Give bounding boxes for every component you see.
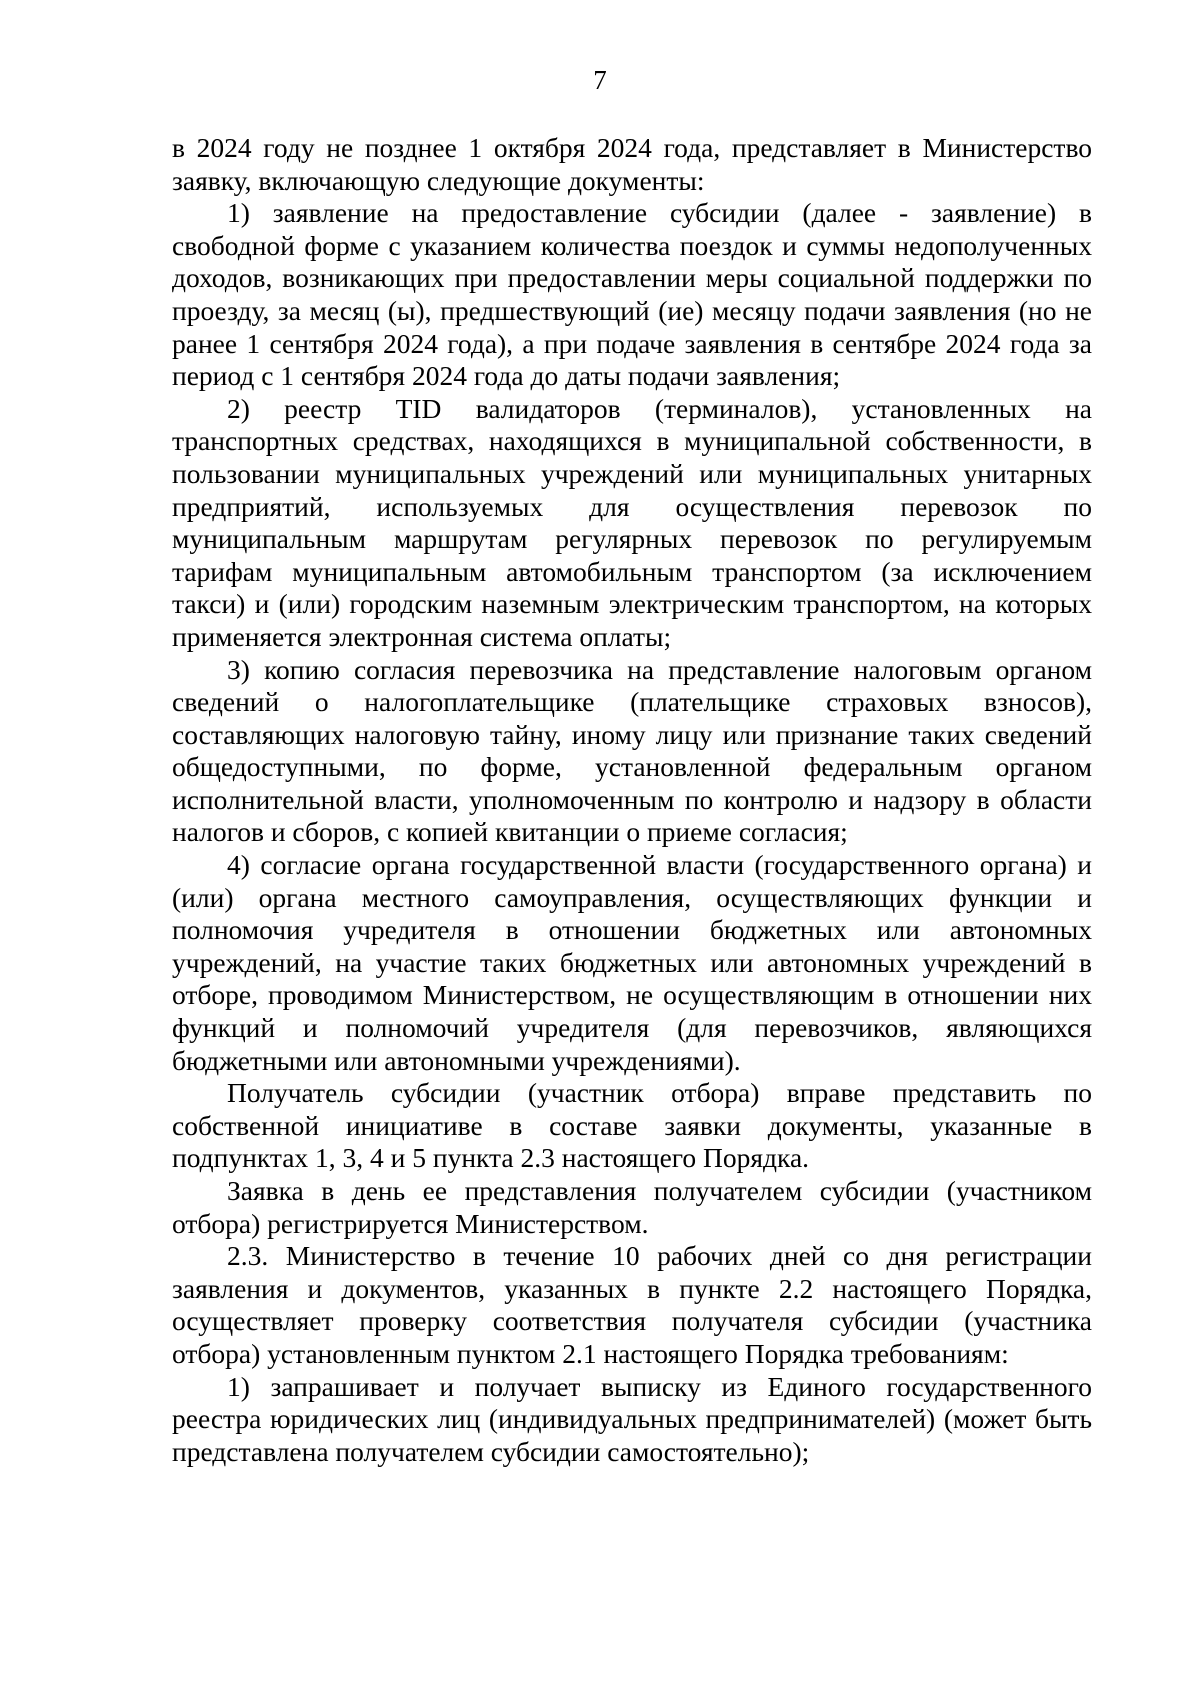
paragraph-registration: Заявка в день ее представления получателем субсидии (участником отбора) регистрируется Министерством.	[172, 1175, 1092, 1239]
paragraph-item-2-tid-registry: 2) реестр TID валидаторов (терминалов), установленных на транспортных средствах, находящихся в муниципальной собственности, в пользовании муниципальных учреждений или муниципальных унитарных предприятий, используемых для осуществления перевозок по муниципальным маршрутам регулярных перевозок по регулируемым тарифам муниципальным автомобильным транспортом (за исключением такси) и (или) городским наземным электрическим транспортом, на которых применяется электронная система оплаты;	[172, 392, 1092, 652]
page-number: 7	[593, 65, 607, 95]
paragraph-item-4-authority-consent: 4) согласие органа государственной власти (государственного органа) и (или) органа местного самоуправления, осуществляющих функции и полномочия учредителя в отношении бюджетных или автономных учреждений, на участие таких бюджетных или автономных учреждений в отборе, проводимом Министерством, не осуществляющим в отношении них функций и полномочий учредителя (для перевозчиков, являющихся бюджетными или автономными учреждениями).	[172, 849, 1092, 1076]
paragraph-continuation: в 2024 году не позднее 1 октября 2024 года, представляет в Министерство заявку, включающую следующие документы:	[172, 132, 1092, 196]
document-body	[172, 132, 1092, 1468]
paragraph-item-1-application: 1) заявление на предоставление субсидии (далее - заявление) в свободной форме с указанием количества поездок и суммы недополученных доходов, возникающих при предоставлении меры социальной поддержки по проезду, за месяц (ы), предшествующий (ие) месяцу подачи заявления (но не ранее 1 сентября 2024 года), а при подаче заявления в сентябре 2024 года за период с 1 сентября 2024 года до даты подачи заявления;	[172, 197, 1092, 392]
paragraph-item-1-extract: 1) запрашивает и получает выписку из Единого государственного реестра юридических лиц (индивидуальных предпринимателей) (может быть представлена получателем субсидии самостоятельно);	[172, 1370, 1092, 1467]
paragraph-section-2-3: 2.3. Министерство в течение 10 рабочих дней со дня регистрации заявления и документов, указанных в пункте 2.2 настоящего Порядка, осуществляет проверку соответствия получателя субсидии (участника отбора) установленным пунктом 2.1 настоящего Порядка требованиям:	[172, 1240, 1092, 1369]
paragraph-item-3-carrier-consent: 3) копию согласия перевозчика на представление налоговым органом сведений о налогоплательщике (плательщике страховых взносов), составляющих налоговую тайну, иному лицу или признание таких сведений общедоступными, по форме, установленной федеральным органом исполнительной власти, уполномоченным по контролю и надзору в области налогов и сборов, с копией квитанции о приеме согласия;	[172, 653, 1092, 848]
paragraph-recipient-right: Получатель субсидии (участник отбора) вправе представить по собственной инициативе в составе заявки документы, указанные в подпунктах 1, 3, 4 и 5 пункта 2.3 настоящего Порядка.	[172, 1077, 1092, 1174]
